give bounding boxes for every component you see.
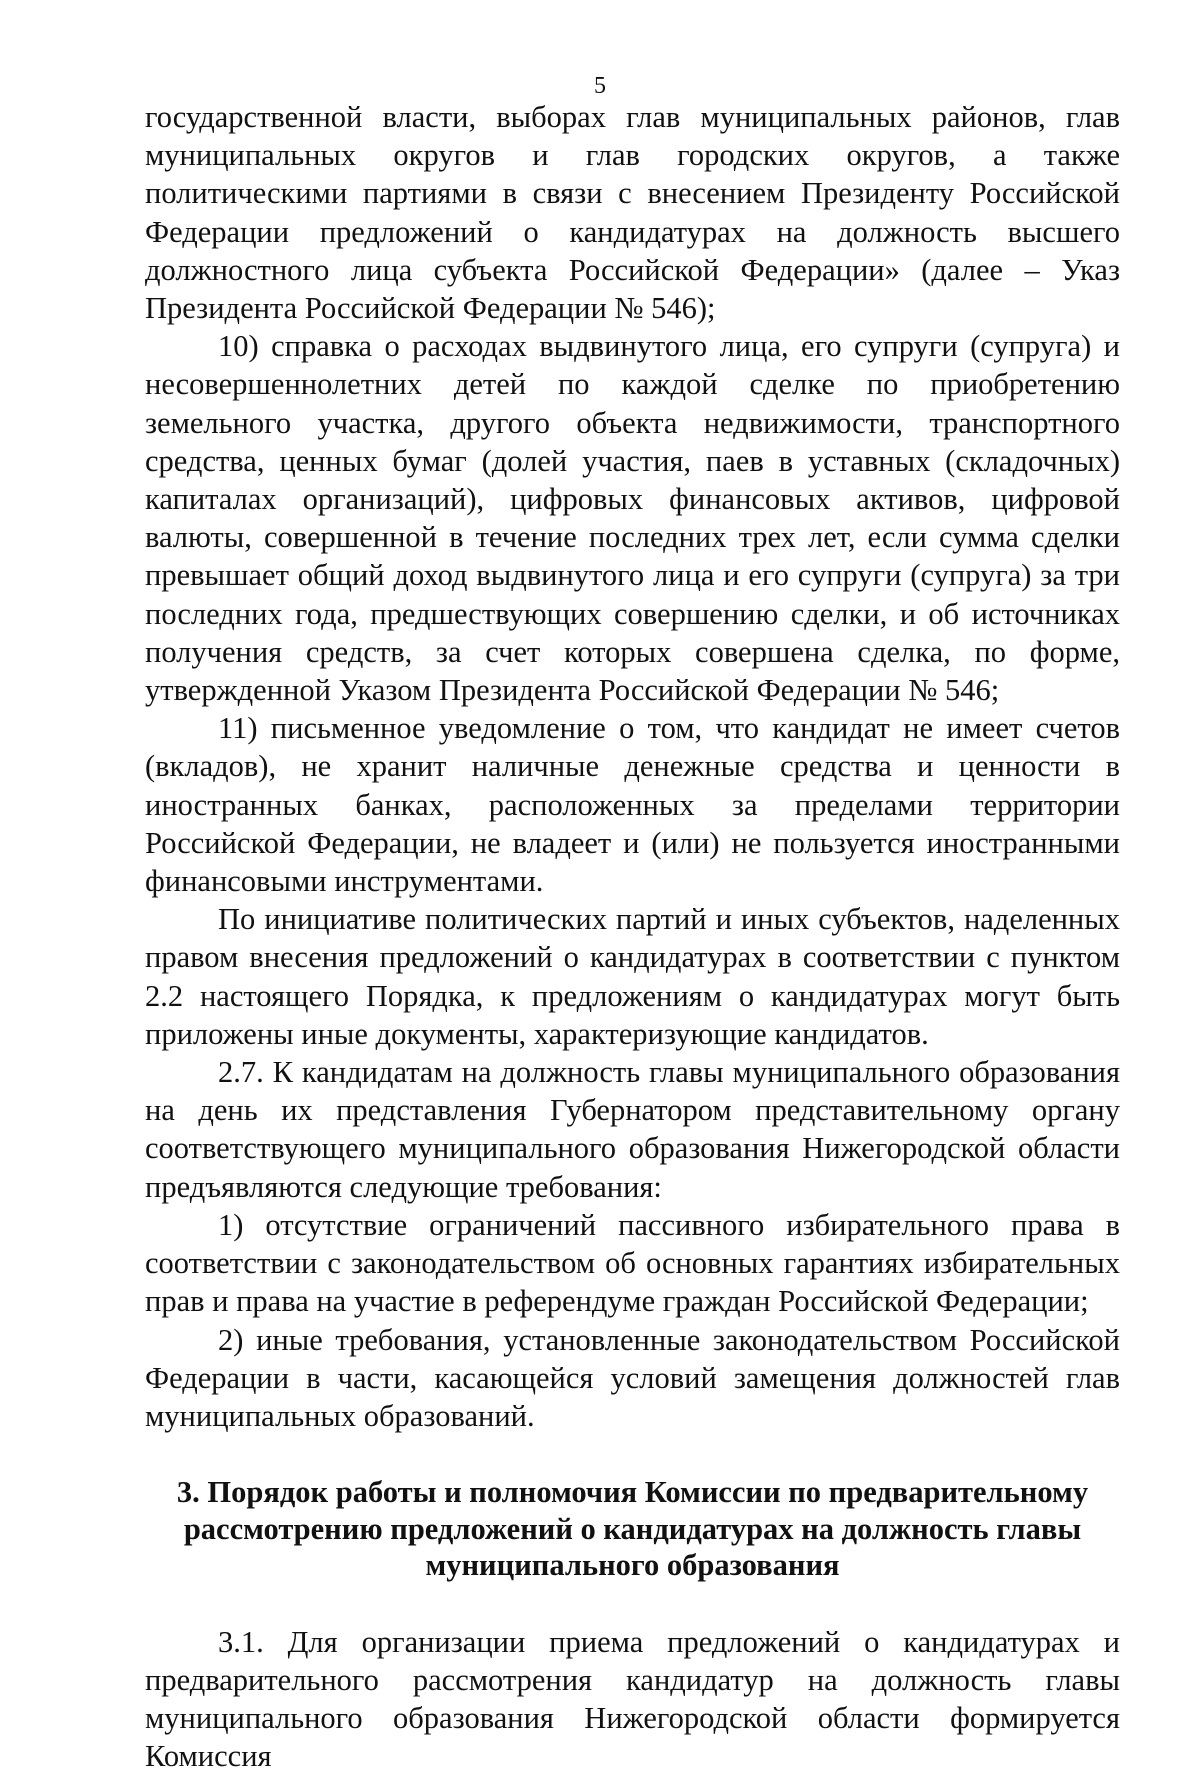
paragraph-3-1: 3.1. Для организации приема предложений о кандидатурах и предварительного рассмотрения кандидатур на должность главы муниципального образования Нижегородской области формируется Комиссия [145, 1624, 1120, 1774]
section-heading-line: рассмотрению предложений о кандидатурах на должность главы [183, 1511, 1082, 1546]
paragraph-requirement-2: 2) иные требования, установленные законодательством Российской Федерации в части, касающейся условий замещения должностей глав муниципальных образований. [145, 1322, 1120, 1433]
paragraph-item-11: 11) письменное уведомление о том, что кандидат не имеет счетов (вкладов), не хранит наличные денежные средства и ценности в иностранных банках, расположенных за пределами территории Российской Федерации, не владеет и (или) не пользуется иностранными финансовыми инструментами. [145, 711, 1120, 899]
paragraph-2-7: 2.7. К кандидатам на должность главы муниципального образования на день их представления Губернатором представительному органу соответствующего муниципального образования Нижегородской области предъявляются следующие требования: [145, 1055, 1120, 1204]
paragraph-continuation: государственной власти, выборах глав муниципальных районов, глав муниципальных округов и глав городских округов, а также политическими партиями в связи с внесением Президенту Российской Федерации предложений о кандидатурах на должность высшего должностного лица субъекта Российской Федерации» (далее – Указ Президента Российской Федерации № 546); [145, 100, 1120, 326]
section-heading-line: 3. Порядок работы и полномочия Комиссии по предварительному [176, 1475, 1089, 1510]
paragraph-other-documents: По инициативе политических партий и иных субъектов, наделенных правом внесения предложений о кандидатурах в соответствии с пунктом 2.2 настоящего Порядка, к предложениям о кандидатурах могут быть приложены иные документы, характеризующие кандидатов. [145, 902, 1120, 1051]
section-heading-line: муниципального образования [425, 1548, 840, 1583]
section-3-heading [145, 1474, 1120, 1584]
document-body [145, 98, 1120, 1775]
paragraph-requirement-1: 1) отсутствие ограничений пассивного избирательного права в соответствии с законодательством об основных гарантиях избирательных прав и права на участие в референдуме граждан Российской Федерации; [145, 1207, 1120, 1319]
paragraph-item-10: 10) справка о расходах выдвинутого лица, его супруги (супруга) и несовершеннолетних детей по каждой сделке по приобретению земельного участка, другого объекта недвижимости, транспортного средства, ценных бумаг (долей участия, паев в уставных (складочных) капиталах организаций), цифровых финансовых активов, цифровой валюты, совершенной в течение последних трех лет, если сумма сделки превышает общий доход выдвинутого лица и его супруги (супруга) за три последних года, предшествующих совершению сделки, и об источниках получения средств, за счет которых совершена сделка, по форме, утвержденной Указом Президента Российской Федерации № 546; [145, 329, 1120, 708]
page-number: 5 [594, 73, 606, 99]
